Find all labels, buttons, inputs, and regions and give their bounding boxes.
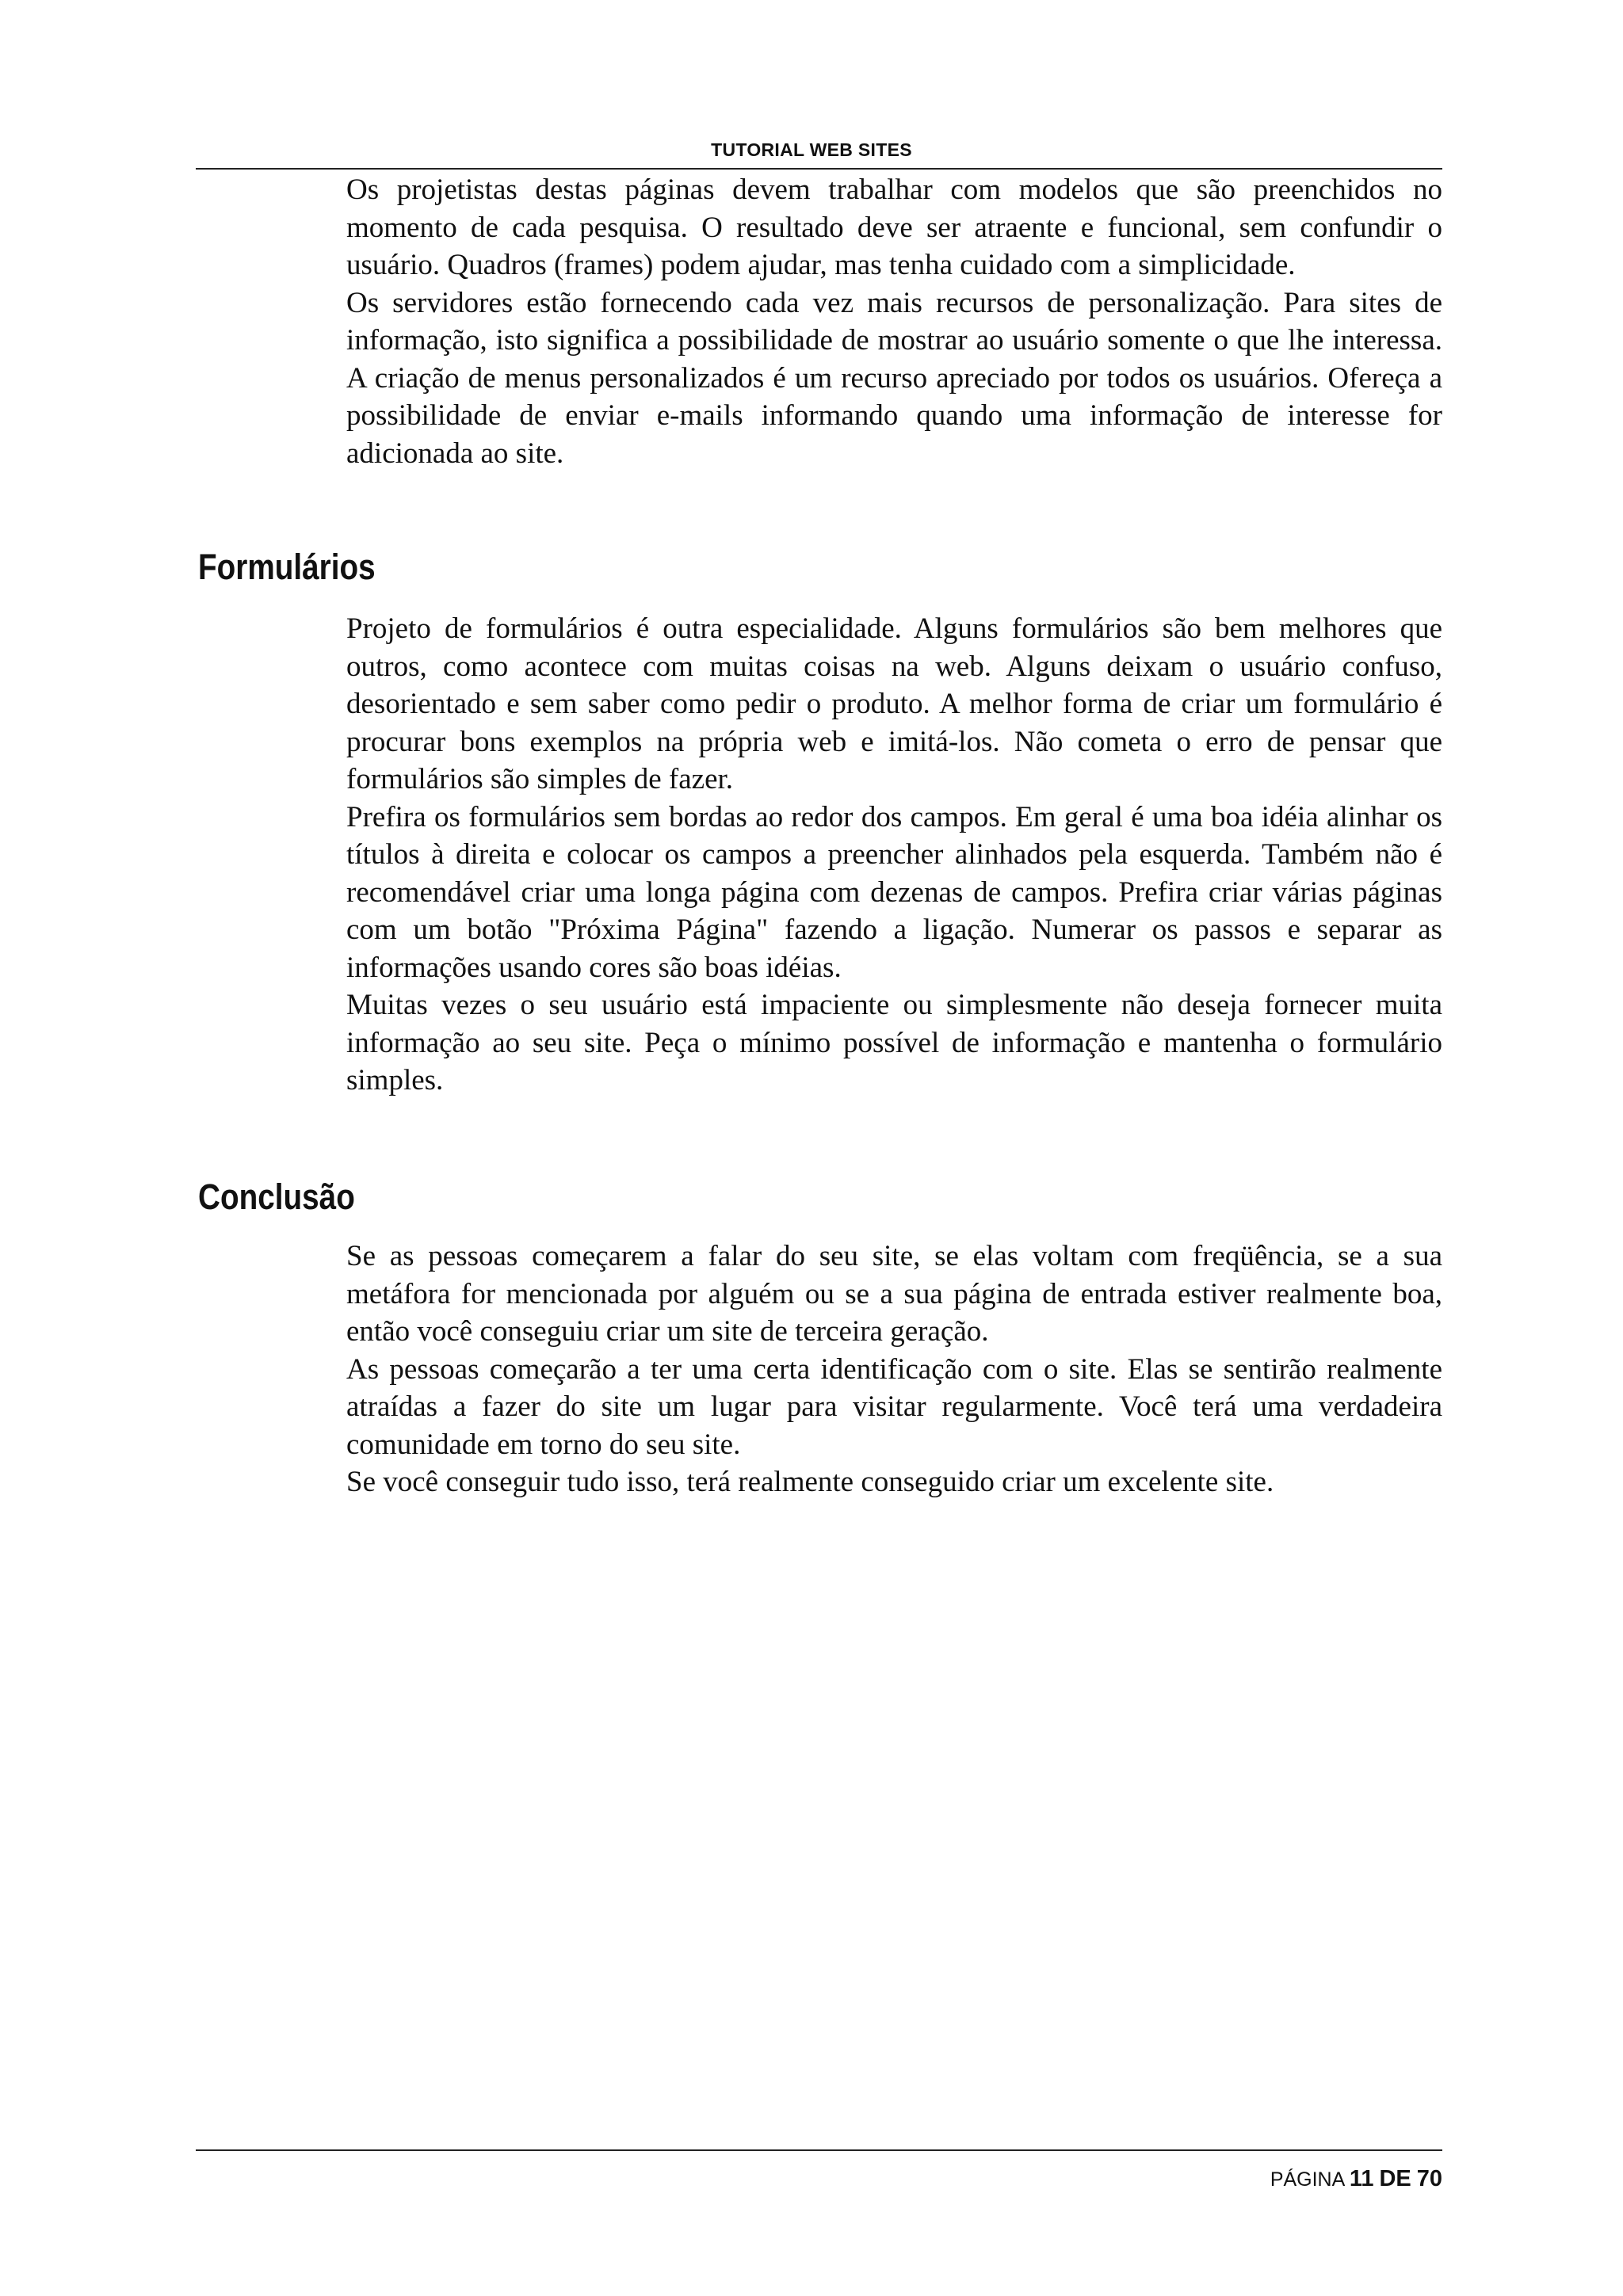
total-pages: 70 (1416, 2166, 1442, 2191)
footer-divider (196, 2149, 1442, 2151)
paragraph: Projeto de formulários é outra especialidade. Alguns formulários são bem melhores que outros, como acontece com muitas coisas na web. Alguns deixam o usuário confuso, desorientado e sem saber como pedir o produto. A melhor forma de criar um formulário é procurar bons exemplos na própria web e imitá-los. Não cometa o erro de pensar que formulários são simples de fazer. (346, 612, 1442, 795)
intro-text-block (346, 171, 1442, 472)
section-heading-conclusao: Conclusão (198, 1177, 355, 1217)
conclusao-text-block (346, 1238, 1442, 1501)
running-header: TUTORIAL WEB SITES (711, 139, 912, 160)
current-page-number: 11 (1349, 2166, 1374, 2191)
paragraph: Os projetistas destas páginas devem trabalhar com modelos que são preenchidos no momento de cada pesquisa. O resultado deve ser atraente e funcional, sem confundir o usuário. Quadros (frames) podem ajudar, mas tenha cuidado com a simplicidade. (346, 174, 1442, 281)
paragraph: Muitas vezes o seu usuário está impaciente ou simplesmente não deseja fornecer muita informação ao seu site. Peça o mínimo possível de informação e mantenha o formulário simples. (346, 989, 1442, 1097)
formularios-text-block (346, 610, 1442, 1100)
paragraph: Se as pessoas começarem a falar do seu site, se elas voltam com freqüência, se a sua metáfora for mencionada por alguém ou se a sua página de entrada estiver realmente boa, então você conseguiu criar um site de terceira geração. (346, 1240, 1442, 1348)
page-label: PÁGINA (1270, 2168, 1344, 2191)
paragraph: Os servidores estão fornecendo cada vez mais recursos de personalização. Para sites de informação, isto significa a possibilidade de mostrar ao usuário somente o que lhe interessa. A criação de menus personalizados é um recurso apreciado por todos os usuários. Ofereça a possibilidade de enviar e-mails informando quando uma informação de interesse for adicionada ao site. (346, 286, 1442, 470)
paragraph: Se você conseguir tudo isso, terá realmente conseguido criar um excelente site. (346, 1466, 1274, 1498)
page-number-footer (1270, 2166, 1442, 2192)
header-divider (196, 168, 1442, 170)
paragraph: Prefira os formulários sem bordas ao redor dos campos. Em geral é uma boa idéia alinhar os títulos à direita e colocar os campos a preencher alinhados pela esquerda. Também não é recomendável criar uma longa página com dezenas de campos. Prefira criar várias páginas com um botão "Próxima Página" fazendo a ligação. Numerar os passos e separar as informações usando cores são boas idéias. (346, 800, 1442, 984)
section-heading-formularios: Formulários (198, 547, 376, 587)
of-label: DE (1379, 2166, 1411, 2191)
paragraph: As pessoas começarão a ter uma certa identificação com o site. Elas se sentirão realmente atraídas a fazer do site um lugar para visitar regularmente. Você terá uma verdadeira comunidade em torno do seu site. (346, 1352, 1442, 1461)
